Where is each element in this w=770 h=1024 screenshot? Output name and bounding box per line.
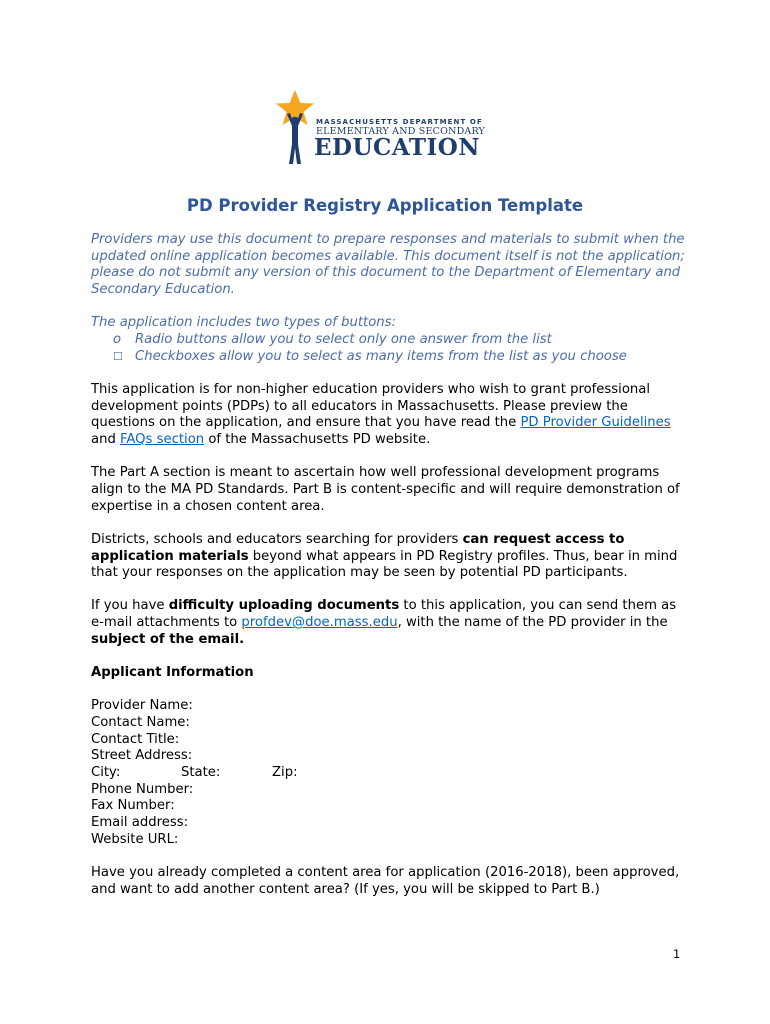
buttons-intro: The application includes two types of buttons:: [91, 315, 396, 331]
email-address-label: Email address:: [91, 815, 189, 831]
text-segment: beyond what appears in PD Registry profiles. Thus, bear in mind that your responses on the application may be seen by potential PD participants.: [91, 548, 678, 581]
intro-paragraph: Providers may use this document to prepare responses and materials to submit when the updated online application becomes available. This document itself is not the application; please do not submit any version of this document to the Department of Elementary and Secondary Education.: [91, 232, 685, 298]
parts-paragraph: The Part A section is meant to ascertain how well professional development programs align to the MA PD Standards. Part B is content-specific and will require demonstration of expertise in a chosen content area.: [91, 465, 680, 514]
faqs-section-link[interactable]: FAQs section: [120, 432, 205, 448]
bold-text: difficulty uploading documents: [168, 598, 400, 614]
document-body: [91, 232, 691, 915]
city-state-zip-row: [91, 765, 691, 782]
radio-bullet-icon: o: [113, 332, 122, 348]
bold-text: can request access to application materials: [91, 531, 625, 564]
star-figure-icon: [270, 88, 320, 170]
logo-text-line3: EDUCATION: [314, 134, 480, 161]
text-segment: and: [91, 432, 121, 448]
content-area-question: Have you already completed a content area for application (2016-2018), been approved, and want to add another content area? (If yes, you will be skipped to Part B.): [91, 864, 680, 897]
access-paragraph: [91, 532, 691, 582]
logo-text-line1: MASSACHUSETTS DEPARTMENT OF: [316, 118, 483, 126]
state-label: State:: [181, 765, 221, 781]
applicant-information-heading: Applicant Information: [91, 665, 254, 681]
logo-text-line2: ELEMENTARY AND SECONDARY: [316, 126, 486, 137]
text-segment: , with the name of the PD provider in the: [397, 615, 668, 631]
upload-paragraph: [91, 598, 691, 648]
list-item-text: Radio buttons allow you to select only one answer from the list: [135, 332, 552, 348]
bold-text: subject of the email.: [91, 631, 245, 647]
phone-number-label: Phone Number:: [91, 781, 194, 797]
checkbox-bullet-icon: ☐: [113, 349, 123, 363]
zip-label: Zip:: [272, 765, 298, 781]
list-item-text: Checkboxes allow you to select as many items from the list as you choose: [135, 348, 627, 364]
profdev-email-link[interactable]: profdev@doe.mass.edu: [241, 615, 398, 631]
website-url-label: Website URL:: [91, 831, 179, 847]
provider-name-label: Provider Name:: [91, 698, 193, 714]
text-segment: to this application, you can send them as e-mail attachments to: [91, 598, 677, 631]
applicant-fields: [91, 698, 691, 848]
list-item: [91, 349, 691, 366]
page-number: 1: [673, 947, 681, 961]
text-segment: This application is for non-higher education providers who wish to grant professional development points (PDPs) to all educators in Massachusetts. Please preview the questions on the application, and ensure that you have read the: [91, 381, 650, 431]
contact-name-label: Contact Name:: [91, 714, 190, 730]
fax-number-label: Fax Number:: [91, 798, 175, 814]
city-label: City:: [91, 765, 121, 781]
button-types-list: [91, 332, 691, 365]
pd-provider-guidelines-link[interactable]: PD Provider Guidelines: [520, 415, 671, 431]
text-segment: Districts, schools and educators searching for providers: [91, 531, 463, 547]
eligibility-paragraph: [91, 382, 691, 449]
contact-title-label: Contact Title:: [91, 731, 180, 747]
text-segment: If you have: [91, 598, 169, 614]
list-item: [91, 332, 691, 349]
mass-dese-logo: [270, 88, 510, 170]
text-segment: of the Massachusetts PD website.: [204, 432, 431, 448]
street-address-label: Street Address:: [91, 748, 193, 764]
document-title: PD Provider Registry Application Template: [186, 196, 584, 215]
